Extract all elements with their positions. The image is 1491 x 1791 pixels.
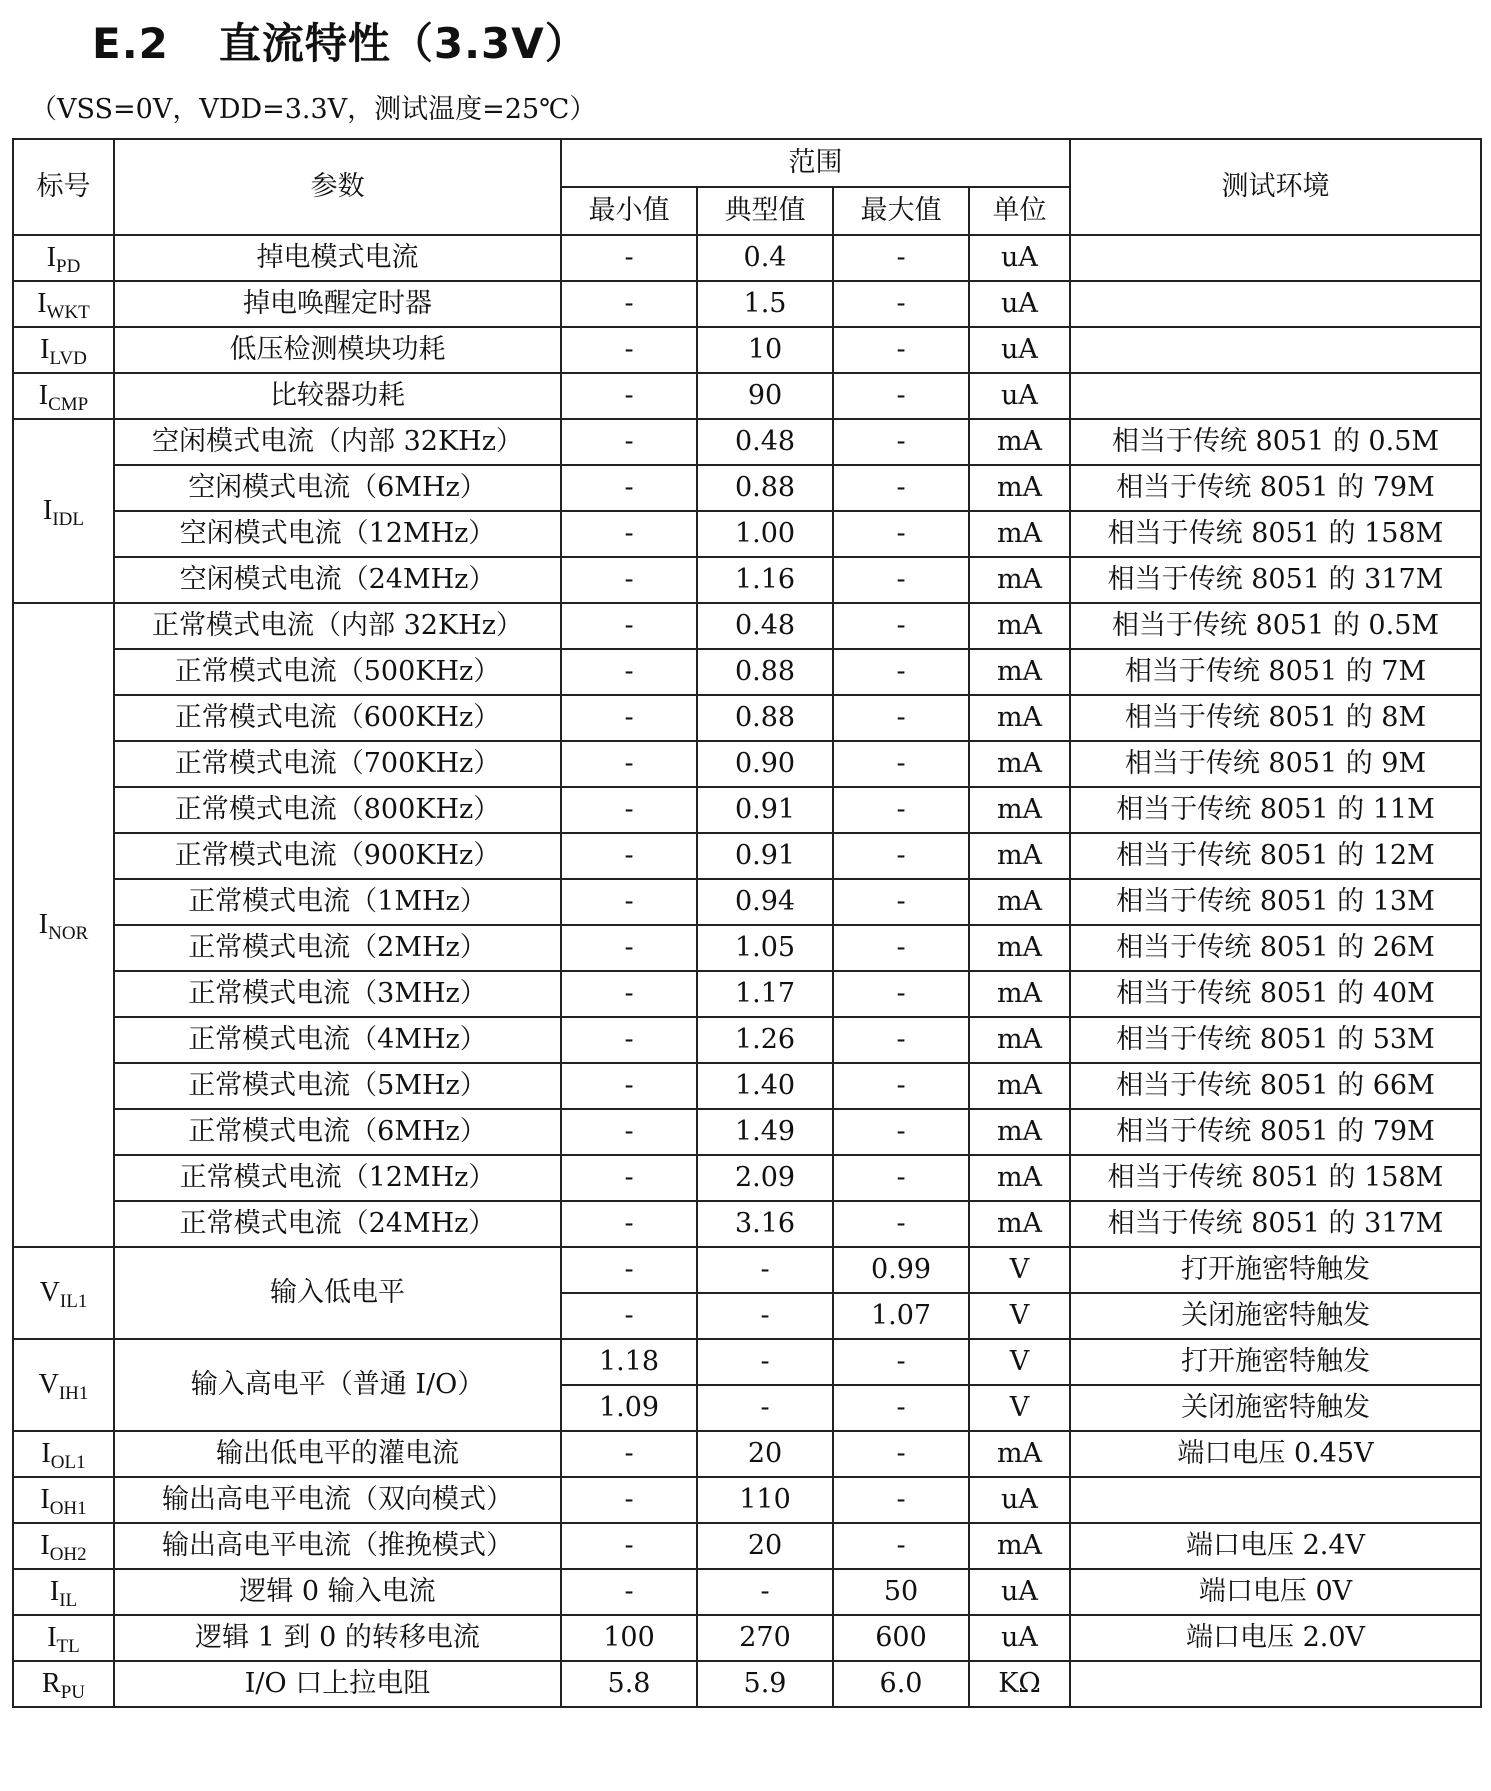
param-cell: 掉电模式电流	[114, 235, 561, 281]
min-cell: -	[561, 741, 697, 787]
typ-cell: 1.00	[697, 511, 833, 557]
symbol-subscript: IL	[59, 1590, 78, 1611]
param-cell: 低压检测模块功耗	[114, 327, 561, 373]
max-cell: -	[833, 1109, 969, 1155]
min-cell: -	[561, 1247, 697, 1293]
unit-cell: mA	[969, 971, 1070, 1017]
symbol-cell	[13, 1661, 114, 1707]
symbol-letter: R	[42, 1668, 61, 1699]
table-row	[13, 465, 1481, 511]
table-row	[13, 603, 1481, 649]
min-cell: -	[561, 1293, 697, 1339]
test-env-cell: 关闭施密特触发	[1070, 1385, 1481, 1431]
min-cell: -	[561, 1155, 697, 1201]
symbol-cell	[13, 373, 114, 419]
param-cell: 正常模式电流（4MHz）	[114, 1017, 561, 1063]
typ-cell: 3.16	[697, 1201, 833, 1247]
min-cell: -	[561, 511, 697, 557]
min-cell: -	[561, 557, 697, 603]
unit-cell: mA	[969, 879, 1070, 925]
typ-cell: 20	[697, 1523, 833, 1569]
symbol-cell	[13, 1247, 114, 1339]
symbol-subscript: WKT	[46, 302, 90, 323]
typ-cell: 1.05	[697, 925, 833, 971]
max-cell: -	[833, 879, 969, 925]
test-env-cell: 相当于传统 8051 的 0.5M	[1070, 603, 1481, 649]
unit-cell: mA	[969, 925, 1070, 971]
table-row	[13, 1017, 1481, 1063]
param-cell: 比较器功耗	[114, 373, 561, 419]
typ-cell: 0.88	[697, 649, 833, 695]
typ-cell: 0.91	[697, 787, 833, 833]
typ-cell: 0.48	[697, 603, 833, 649]
test-env-cell: 打开施密特触发	[1070, 1247, 1481, 1293]
table-row	[13, 1063, 1481, 1109]
table-row	[13, 281, 1481, 327]
symbol-letter: I	[40, 1484, 50, 1515]
symbol-subscript: PU	[60, 1682, 85, 1703]
typ-cell: 0.90	[697, 741, 833, 787]
min-cell: -	[561, 695, 697, 741]
unit-cell: uA	[969, 1569, 1070, 1615]
unit-cell: uA	[969, 235, 1070, 281]
symbol-cell	[13, 1615, 114, 1661]
min-cell: -	[561, 373, 697, 419]
symbol-cell	[13, 603, 114, 1247]
param-cell: 正常模式电流（24MHz）	[114, 1201, 561, 1247]
max-cell: -	[833, 787, 969, 833]
table-row	[13, 787, 1481, 833]
symbol-cell	[13, 1431, 114, 1477]
param-cell: 正常模式电流（3MHz）	[114, 971, 561, 1017]
table-row	[13, 1523, 1481, 1569]
symbol-cell	[13, 1569, 114, 1615]
max-cell: 1.07	[833, 1293, 969, 1339]
table-row	[13, 235, 1481, 281]
symbol-cell	[13, 1523, 114, 1569]
max-cell: -	[833, 1339, 969, 1385]
max-cell: 600	[833, 1615, 969, 1661]
section-title: 直流特性（3.3V）	[218, 19, 588, 68]
section-number: E.2	[92, 19, 169, 68]
test-env-cell: 相当于传统 8051 的 7M	[1070, 649, 1481, 695]
param-cell: 输出高电平电流（推挽模式）	[114, 1523, 561, 1569]
symbol-cell	[13, 327, 114, 373]
max-cell: -	[833, 925, 969, 971]
symbol-subscript: NOR	[48, 923, 89, 944]
typ-cell: 1.5	[697, 281, 833, 327]
header-unit: 单位	[969, 187, 1070, 235]
typ-cell: -	[697, 1247, 833, 1293]
max-cell: -	[833, 1477, 969, 1523]
symbol-letter: I	[43, 495, 53, 526]
table-row	[13, 741, 1481, 787]
symbol-subscript: IDL	[52, 509, 84, 530]
test-env-cell: 端口电压 2.0V	[1070, 1615, 1481, 1661]
param-cell: 空闲模式电流（内部 32KHz）	[114, 419, 561, 465]
max-cell: -	[833, 649, 969, 695]
typ-cell: 5.9	[697, 1661, 833, 1707]
header-min: 最小值	[561, 187, 697, 235]
min-cell: -	[561, 1523, 697, 1569]
test-env-cell: 端口电压 0V	[1070, 1569, 1481, 1615]
symbol-letter: I	[40, 1530, 50, 1561]
symbol-subscript: LVD	[49, 348, 87, 369]
min-cell: -	[561, 235, 697, 281]
symbol-letter: I	[38, 909, 49, 940]
table-row	[13, 1477, 1481, 1523]
max-cell: -	[833, 603, 969, 649]
test-env-cell: 相当于传统 8051 的 8M	[1070, 695, 1481, 741]
symbol-letter: I	[47, 1622, 57, 1653]
typ-cell: -	[697, 1339, 833, 1385]
table-row	[13, 419, 1481, 465]
symbol-subscript: OL1	[50, 1452, 86, 1473]
typ-cell: -	[697, 1569, 833, 1615]
typ-cell: 0.91	[697, 833, 833, 879]
param-cell: 正常模式电流（600KHz）	[114, 695, 561, 741]
min-cell: -	[561, 1063, 697, 1109]
test-env-cell	[1070, 281, 1481, 327]
table-row	[13, 511, 1481, 557]
typ-cell: 2.09	[697, 1155, 833, 1201]
max-cell: 50	[833, 1569, 969, 1615]
test-env-cell: 端口电压 2.4V	[1070, 1523, 1481, 1569]
min-cell: -	[561, 327, 697, 373]
max-cell: 6.0	[833, 1661, 969, 1707]
typ-cell: 1.17	[697, 971, 833, 1017]
header-symbol: 标号	[13, 139, 114, 235]
test-env-cell: 相当于传统 8051 的 317M	[1070, 1201, 1481, 1247]
test-env-cell: 相当于传统 8051 的 158M	[1070, 1155, 1481, 1201]
param-cell: 逻辑 0 输入电流	[114, 1569, 561, 1615]
param-cell: 空闲模式电流（6MHz）	[114, 465, 561, 511]
max-cell: -	[833, 1523, 969, 1569]
unit-cell: mA	[969, 695, 1070, 741]
max-cell: -	[833, 327, 969, 373]
typ-cell: 0.88	[697, 695, 833, 741]
typ-cell: 0.94	[697, 879, 833, 925]
typ-cell: 1.16	[697, 557, 833, 603]
unit-cell: V	[969, 1247, 1070, 1293]
max-cell: -	[833, 833, 969, 879]
test-env-cell: 相当于传统 8051 的 11M	[1070, 787, 1481, 833]
table-row	[13, 1339, 1481, 1385]
symbol-letter: I	[41, 1438, 51, 1469]
min-cell: 1.18	[561, 1339, 697, 1385]
table-row	[13, 1155, 1481, 1201]
table-row	[13, 925, 1481, 971]
typ-cell: -	[697, 1293, 833, 1339]
unit-cell: mA	[969, 557, 1070, 603]
unit-cell: V	[969, 1385, 1070, 1431]
test-env-cell: 相当于传统 8051 的 0.5M	[1070, 419, 1481, 465]
min-cell: -	[561, 1201, 697, 1247]
min-cell: -	[561, 465, 697, 511]
table-row	[13, 879, 1481, 925]
unit-cell: mA	[969, 833, 1070, 879]
test-env-cell: 相当于传统 8051 的 53M	[1070, 1017, 1481, 1063]
typ-cell: -	[697, 1385, 833, 1431]
unit-cell: mA	[969, 419, 1070, 465]
test-env-cell: 相当于传统 8051 的 26M	[1070, 925, 1481, 971]
param-cell: 输入低电平	[114, 1247, 561, 1339]
max-cell: -	[833, 971, 969, 1017]
min-cell: -	[561, 879, 697, 925]
table-row	[13, 373, 1481, 419]
max-cell: -	[833, 465, 969, 511]
unit-cell: mA	[969, 511, 1070, 557]
param-cell: 正常模式电流（900KHz）	[114, 833, 561, 879]
unit-cell: mA	[969, 603, 1070, 649]
symbol-cell	[13, 419, 114, 603]
unit-cell: mA	[969, 1201, 1070, 1247]
param-cell: 正常模式电流（800KHz）	[114, 787, 561, 833]
param-cell: 空闲模式电流（12MHz）	[114, 511, 561, 557]
symbol-cell	[13, 1477, 114, 1523]
min-cell: -	[561, 281, 697, 327]
typ-cell: 110	[697, 1477, 833, 1523]
typ-cell: 270	[697, 1615, 833, 1661]
unit-cell: mA	[969, 465, 1070, 511]
test-env-cell	[1070, 235, 1481, 281]
unit-cell: mA	[969, 1523, 1070, 1569]
test-env-cell: 相当于传统 8051 的 158M	[1070, 511, 1481, 557]
min-cell: 1.09	[561, 1385, 697, 1431]
unit-cell: mA	[969, 1063, 1070, 1109]
table-row	[13, 1431, 1481, 1477]
unit-cell: uA	[969, 373, 1070, 419]
typ-cell: 1.40	[697, 1063, 833, 1109]
param-cell: 输入高电平（普通 I/O）	[114, 1339, 561, 1431]
symbol-subscript: CMP	[48, 394, 89, 415]
unit-cell: mA	[969, 787, 1070, 833]
typ-cell: 1.49	[697, 1109, 833, 1155]
symbol-letter: I	[49, 1576, 60, 1607]
max-cell: -	[833, 1155, 969, 1201]
typ-cell: 0.4	[697, 235, 833, 281]
unit-cell: mA	[969, 1155, 1070, 1201]
max-cell: -	[833, 1385, 969, 1431]
test-env-cell: 打开施密特触发	[1070, 1339, 1481, 1385]
max-cell: -	[833, 1063, 969, 1109]
unit-cell: uA	[969, 1615, 1070, 1661]
max-cell: -	[833, 281, 969, 327]
symbol-cell	[13, 235, 114, 281]
param-cell: 正常模式电流（700KHz）	[114, 741, 561, 787]
param-cell: 掉电唤醒定时器	[114, 281, 561, 327]
test-env-cell	[1070, 327, 1481, 373]
table-row	[13, 1569, 1481, 1615]
max-cell: -	[833, 373, 969, 419]
symbol-subscript: PD	[56, 256, 81, 277]
param-cell: 正常模式电流（12MHz）	[114, 1155, 561, 1201]
min-cell: -	[561, 1477, 697, 1523]
typ-cell: 90	[697, 373, 833, 419]
min-cell: -	[561, 1109, 697, 1155]
typ-cell: 10	[697, 327, 833, 373]
table-row	[13, 649, 1481, 695]
test-env-cell	[1070, 1661, 1481, 1707]
max-cell: -	[833, 557, 969, 603]
min-cell: -	[561, 833, 697, 879]
dc-characteristics-table	[12, 138, 1482, 1708]
typ-cell: 20	[697, 1431, 833, 1477]
unit-cell: V	[969, 1339, 1070, 1385]
symbol-cell	[13, 281, 114, 327]
symbol-letter: V	[39, 1277, 60, 1308]
test-env-cell: 相当于传统 8051 的 13M	[1070, 879, 1481, 925]
min-cell: -	[561, 1431, 697, 1477]
table-row	[13, 1201, 1481, 1247]
symbol-subscript: OH1	[49, 1498, 87, 1519]
test-env-cell: 相当于传统 8051 的 317M	[1070, 557, 1481, 603]
test-env-cell: 相当于传统 8051 的 66M	[1070, 1063, 1481, 1109]
test-env-cell	[1070, 1477, 1481, 1523]
table-row	[13, 1247, 1481, 1293]
unit-cell: uA	[969, 281, 1070, 327]
unit-cell: mA	[969, 649, 1070, 695]
typ-cell: 1.26	[697, 1017, 833, 1063]
unit-cell: mA	[969, 1017, 1070, 1063]
max-cell: -	[833, 1017, 969, 1063]
symbol-letter: V	[38, 1369, 59, 1400]
table-body	[13, 235, 1481, 1707]
param-cell: 正常模式电流（内部 32KHz）	[114, 603, 561, 649]
symbol-cell	[13, 1339, 114, 1431]
test-env-cell: 相当于传统 8051 的 9M	[1070, 741, 1481, 787]
max-cell: -	[833, 741, 969, 787]
max-cell: 0.99	[833, 1247, 969, 1293]
table-row	[13, 1109, 1481, 1155]
symbol-subscript: IL1	[59, 1291, 88, 1312]
table-row	[13, 557, 1481, 603]
max-cell: -	[833, 1201, 969, 1247]
max-cell: -	[833, 235, 969, 281]
min-cell: 100	[561, 1615, 697, 1661]
section-heading	[92, 14, 588, 74]
unit-cell: KΩ	[969, 1661, 1070, 1707]
test-env-cell: 端口电压 0.45V	[1070, 1431, 1481, 1477]
unit-cell: mA	[969, 741, 1070, 787]
symbol-letter: I	[46, 242, 57, 273]
table-row	[13, 1615, 1481, 1661]
symbol-subscript: OH2	[49, 1544, 87, 1565]
max-cell: -	[833, 695, 969, 741]
test-env-cell: 关闭施密特触发	[1070, 1293, 1481, 1339]
symbol-letter: I	[40, 334, 50, 365]
param-cell: I/O 口上拉电阻	[114, 1661, 561, 1707]
unit-cell: mA	[969, 1109, 1070, 1155]
test-env-cell: 相当于传统 8051 的 40M	[1070, 971, 1481, 1017]
param-cell: 输出低电平的灌电流	[114, 1431, 561, 1477]
min-cell: -	[561, 419, 697, 465]
symbol-letter: I	[38, 380, 49, 411]
table-row	[13, 327, 1481, 373]
param-cell: 输出高电平电流（双向模式）	[114, 1477, 561, 1523]
param-cell: 正常模式电流（6MHz）	[114, 1109, 561, 1155]
max-cell: -	[833, 419, 969, 465]
table-row	[13, 971, 1481, 1017]
min-cell: -	[561, 649, 697, 695]
header-param: 参数	[114, 139, 561, 235]
max-cell: -	[833, 511, 969, 557]
param-cell: 正常模式电流（2MHz）	[114, 925, 561, 971]
max-cell: -	[833, 1431, 969, 1477]
test-env-cell: 相当于传统 8051 的 12M	[1070, 833, 1481, 879]
min-cell: -	[561, 925, 697, 971]
symbol-subscript: IH1	[58, 1383, 89, 1404]
typ-cell: 0.88	[697, 465, 833, 511]
param-cell: 空闲模式电流（24MHz）	[114, 557, 561, 603]
min-cell: -	[561, 787, 697, 833]
min-cell: -	[561, 971, 697, 1017]
test-conditions: （VSS=0V，VDD=3.3V，测试温度=25℃）	[30, 94, 597, 125]
header-test-env: 测试环境	[1070, 139, 1481, 235]
min-cell: -	[561, 603, 697, 649]
symbol-letter: I	[37, 288, 47, 319]
min-cell: 5.8	[561, 1661, 697, 1707]
header-typ: 典型值	[697, 187, 833, 235]
test-env-cell	[1070, 373, 1481, 419]
unit-cell: uA	[969, 327, 1070, 373]
param-cell: 正常模式电流（500KHz）	[114, 649, 561, 695]
param-cell: 正常模式电流（1MHz）	[114, 879, 561, 925]
typ-cell: 0.48	[697, 419, 833, 465]
header-range: 范围	[561, 139, 1070, 187]
test-env-cell: 相当于传统 8051 的 79M	[1070, 1109, 1481, 1155]
min-cell: -	[561, 1017, 697, 1063]
table-row	[13, 1661, 1481, 1707]
unit-cell: uA	[969, 1477, 1070, 1523]
table-row	[13, 833, 1481, 879]
table-row	[13, 695, 1481, 741]
unit-cell: mA	[969, 1431, 1070, 1477]
test-env-cell: 相当于传统 8051 的 79M	[1070, 465, 1481, 511]
min-cell: -	[561, 1569, 697, 1615]
header-max: 最大值	[833, 187, 969, 235]
param-cell: 正常模式电流（5MHz）	[114, 1063, 561, 1109]
param-cell: 逻辑 1 到 0 的转移电流	[114, 1615, 561, 1661]
symbol-subscript: TL	[56, 1636, 80, 1657]
unit-cell: V	[969, 1293, 1070, 1339]
